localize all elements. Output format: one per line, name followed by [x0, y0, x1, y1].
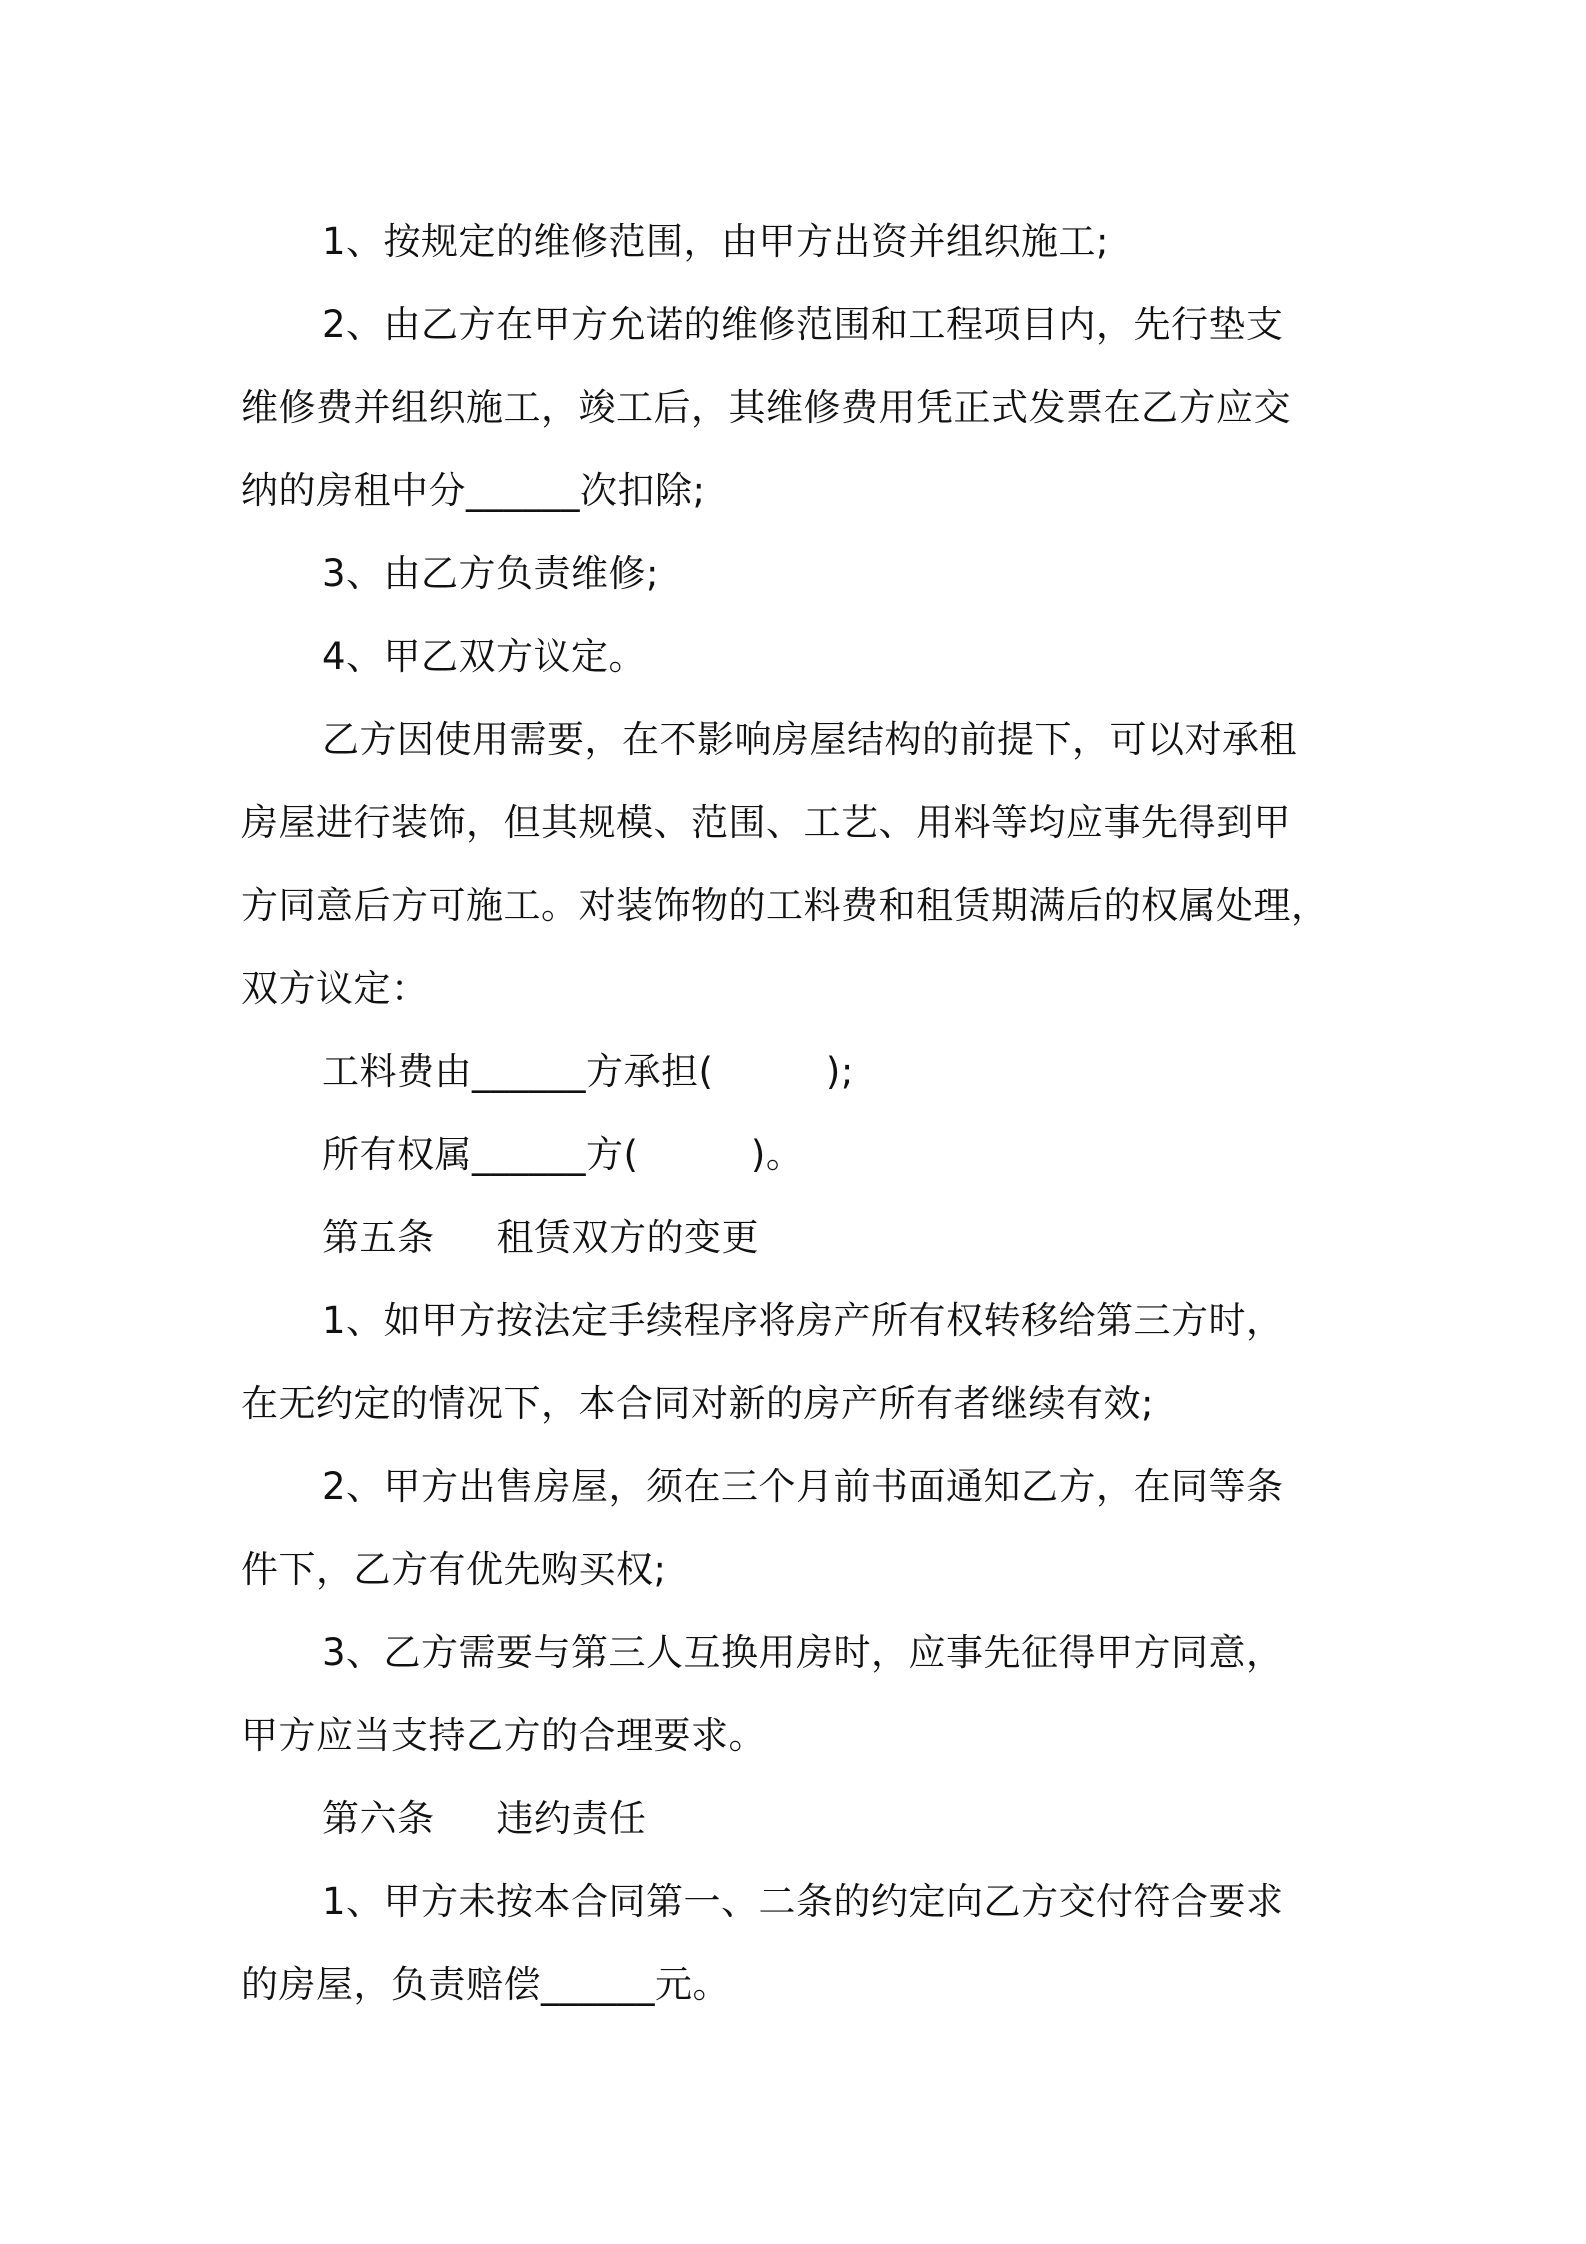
article-6-number: 第六条	[322, 1797, 435, 1840]
text-line: 1、如甲方按法定手续程序将房产所有权转移给第三方时，	[322, 1299, 1284, 1342]
document-page	[241, 200, 1381, 2026]
text-line: 3、乙方需要与第三人互换用房时，应事先征得甲方同意，	[322, 1631, 1284, 1674]
text-line: 在无约定的情况下，本合同对新的房产所有者继续有效;	[241, 1382, 1154, 1425]
text-line: 所有权属______方( )。	[322, 1133, 804, 1176]
text-line: 1、甲方未按本合同第一、二条的约定向乙方交付符合要求	[322, 1880, 1284, 1923]
text-line: 3、由乙方负责维修;	[322, 552, 660, 595]
text-line: 4、甲乙双方议定。	[322, 635, 647, 678]
text-line: 工料费由______方承担( );	[322, 1050, 854, 1093]
text-line: 维修费并组织施工，竣工后，其维修费用凭正式发票在乙方应交	[241, 386, 1291, 429]
text-line: 双方议定：	[241, 967, 429, 1010]
text-line: 2、甲方出售房屋，须在三个月前书面通知乙方，在同等条	[322, 1465, 1284, 1508]
text-line: 纳的房租中分______次扣除;	[241, 469, 706, 512]
text-line: 2、由乙方在甲方允诺的维修范围和工程项目内，先行垫支	[322, 303, 1284, 346]
article-5-number: 第五条	[322, 1216, 435, 1259]
text-line: 1、按规定的维修范围，由甲方出资并组织施工;	[322, 220, 1110, 263]
text-line: 甲方应当支持乙方的合理要求。	[241, 1714, 766, 1757]
text-line: 房屋进行装饰，但其规模、范围、工艺、用料等均应事先得到甲	[241, 801, 1291, 844]
article-6-heading	[241, 1777, 1381, 1860]
text-line: 乙方因使用需要，在不影响房屋结构的前提下，可以对承租	[322, 718, 1297, 761]
article-6-title: 违约责任	[496, 1797, 647, 1840]
article-5-heading	[241, 1196, 1381, 1279]
text-line: 方同意后方可施工。对装饰物的工料费和租赁期满后的权属处理，	[241, 884, 1329, 927]
text-line: 的房屋，负责赔偿______元。	[241, 1963, 730, 2006]
article-5-title: 租赁双方的变更	[496, 1216, 759, 1259]
text-line: 件下，乙方有优先购买权;	[241, 1548, 667, 1591]
